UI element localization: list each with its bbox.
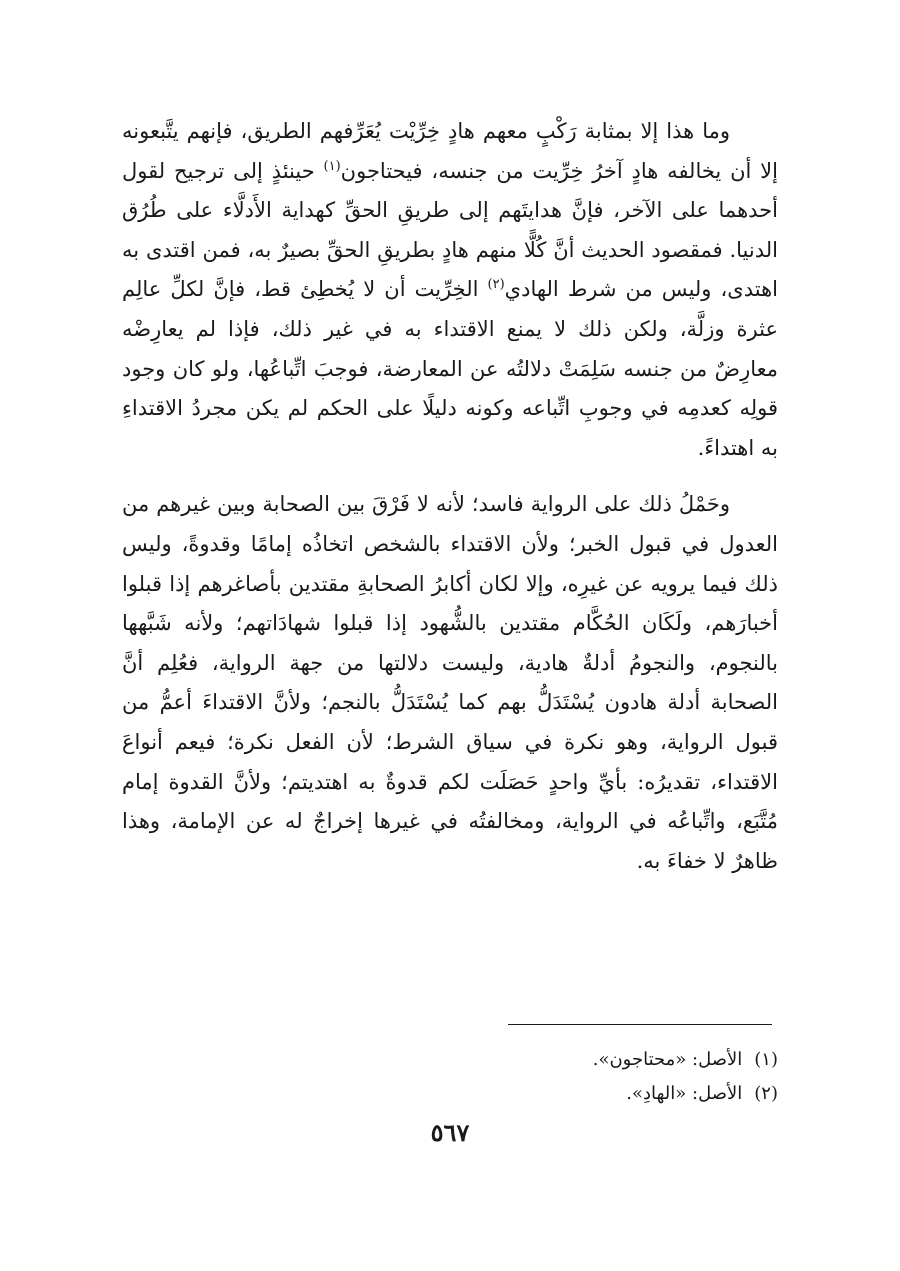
footnote-2 — [122, 1077, 778, 1111]
footnotes — [122, 1043, 778, 1111]
page-number: ٥٦٧ — [430, 1118, 470, 1147]
footnote-2-text: الأصل: «الهادِ». — [626, 1083, 743, 1104]
footnote-separator — [508, 1024, 772, 1025]
footnote-1-number: (١) — [754, 1049, 778, 1070]
paragraph-2: وحَمْلُ ذلك على الرواية فاسد؛ لأنه لا فَرْقَ بين الصحابة وبين غيرهم من العدول في قبول الخبر؛ ولأن الاقتداء بالشخص اتخاذُه إمامًا وقدوةً، وليس ذلك فيما يرويه عن غيرِه، وإلا لكان أكابرُ الصحابةِ مقتدين بأصاغرهم إذا قبلوا أخبارَهم، ولَكَان الحُكَّام مقتدين بالشُّهود إذا قبلوا شهادَاتهم؛ ولأنه شَبَّهها بالنجوم، والنجومُ أدلةٌ هادية، وليست دلالتها من جهة الرواية، فعُلِم أنَّ الصحابة أدلة هادون يُسْتَدَلُّ بهم كما يُسْتَدَلُّ بالنجم؛ ولأنَّ الاقتداءَ أعمُّ من قبول الرواية، وهو نكرة في سياق الشرط؛ لأن الفعل نكرة؛ فيعم أنواعَ الاقتداء، تقديرُه: بأيِّ واحدٍ حَصَلَت لكم قدوةٌ به اهتديتم؛ ولأنَّ القدوة إمام مُتَّبَع، واتِّباعُه في الرواية، ومخالفتُه في غيرها إخراجٌ له عن الإمامة، وهذا ظاهرٌ لا خفاءَ به. — [122, 492, 778, 873]
paragraph-1 — [122, 112, 778, 468]
main-text — [122, 112, 778, 881]
footnote-1-text: الأصل: «محتاجون». — [592, 1049, 743, 1070]
paragraph-1-part-c: الخِرِّيت أن لا يُخطِئ قط، فإنَّ لكلِّ عالِم عثرة وزلَّة، ولكن ذلك لا يمنع الاقتداء به في غير ذلك، فإذا لم يعارِضْه معارِضٌ من جنسه سَلِمَتْ دلالتُه عن المعارضة، فوجبَ اتِّباعُها، ولو كان وجود قولِه كعدمِه في وجوبِ اتِّباعه وكونه دليلًا على الحكم لم يكن مجردُ الاقتداءِ به اهتداءً. — [122, 277, 778, 460]
footnote-ref-2[interactable]: (٢) — [487, 277, 505, 293]
footnote-ref-1[interactable]: (١) — [323, 158, 341, 174]
footnote-2-number: (٢) — [754, 1083, 778, 1104]
paragraph-1-part-a: وما هذا إلا بمثابة رَكْبٍ معهم هادٍ خِرِّيْت يُعَرِّفهم الطريق، فإنهم يتَّبعونه إلا أن يخالفه هادٍ آخرُ خِرِّيت من جنسه، فيحتاجون — [122, 119, 778, 183]
paragraph-1-part-b: حينئذٍ إلى ترجيح لقول أحدهما على الآخر، فإنَّ هدايتَهم إلى طريقِ الحقِّ كهداية الأَدلَّاء على طُرُق الدنيا. فمقصود الحديث أنَّ كُلًّا منهم هادٍ بطريقِ الحقِّ بصيرٌ به، فمن اقتدى به اهتدى، وليس من شرط الهادي — [122, 158, 778, 302]
footnote-1 — [122, 1043, 778, 1077]
